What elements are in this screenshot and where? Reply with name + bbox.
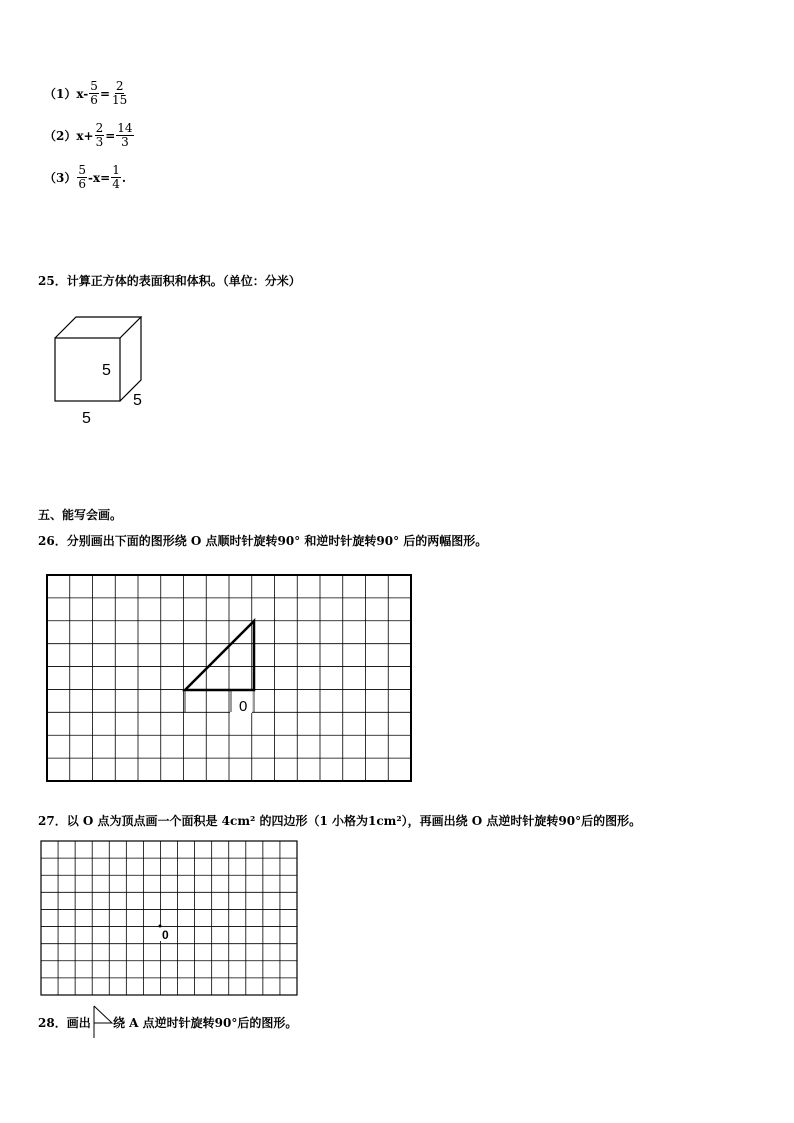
cube-figure	[40, 310, 170, 430]
fraction	[77, 164, 87, 191]
cube-label-side: 5	[133, 392, 142, 409]
question-28-text-b: 绕 A 点逆时针旋转90°后的图形。	[113, 1016, 298, 1030]
question-28-text-a: 28．画出	[38, 1016, 91, 1030]
equation-3-label: （3）	[44, 171, 77, 185]
cube-side-face	[120, 317, 141, 401]
cube-label-front: 5	[102, 362, 111, 379]
equation-1-pre: x-	[76, 86, 89, 101]
denominator: 15	[112, 93, 128, 107]
triangle-shape	[185, 621, 254, 690]
q28-figure-triangle	[94, 1006, 112, 1023]
numerator: 5	[78, 163, 86, 177]
equation-2	[44, 122, 135, 149]
denominator: 6	[90, 93, 98, 107]
fraction	[116, 122, 133, 149]
fraction	[89, 80, 99, 107]
denominator: 3	[121, 135, 129, 149]
question-26-text: 26．分别画出下面的图形绕 O 点顺时针旋转90° 和逆时针旋转90° 后的两幅图形。	[38, 534, 488, 548]
equation-3-post: .	[121, 170, 127, 185]
denominator: 3	[95, 135, 104, 149]
equation-1-op: =	[99, 86, 110, 101]
numerator: 14	[117, 121, 133, 135]
point-o-label: 0	[239, 698, 248, 715]
equation-3	[44, 164, 126, 191]
numerator: 1	[112, 163, 120, 177]
denominator: 4	[112, 177, 120, 191]
fraction	[111, 164, 121, 191]
grid-27	[40, 840, 300, 998]
section-5-title: 五、能写会画。	[38, 508, 123, 522]
numerator: 5	[90, 79, 98, 93]
cube-top-face	[55, 317, 141, 338]
equation-1	[44, 80, 129, 107]
grid-27-border	[41, 841, 297, 995]
numerator: 2	[115, 79, 124, 93]
grid-26	[44, 572, 416, 784]
fraction	[111, 80, 128, 107]
fraction	[95, 122, 105, 149]
question-25-text: 25．计算正方体的表面积和体积。（单位：分米）	[38, 274, 301, 288]
equation-3-op: -x=	[88, 170, 111, 185]
point-o-label: 0	[162, 928, 169, 942]
equation-1-label: （1）	[44, 87, 77, 101]
question-27-text: 27．以 O 点为顶点画一个面积是 4cm² 的四边形（1 小格为1cm²），再画出绕 O 点逆时针旋转90°后的图形。	[38, 814, 642, 828]
equation-2-label: （2）	[44, 129, 77, 143]
equation-2-pre: x+	[76, 128, 94, 143]
equation-2-op: =	[105, 128, 116, 143]
cube-label-bottom: 5	[82, 410, 91, 427]
denominator: 6	[78, 177, 86, 191]
numerator: 2	[95, 121, 104, 135]
